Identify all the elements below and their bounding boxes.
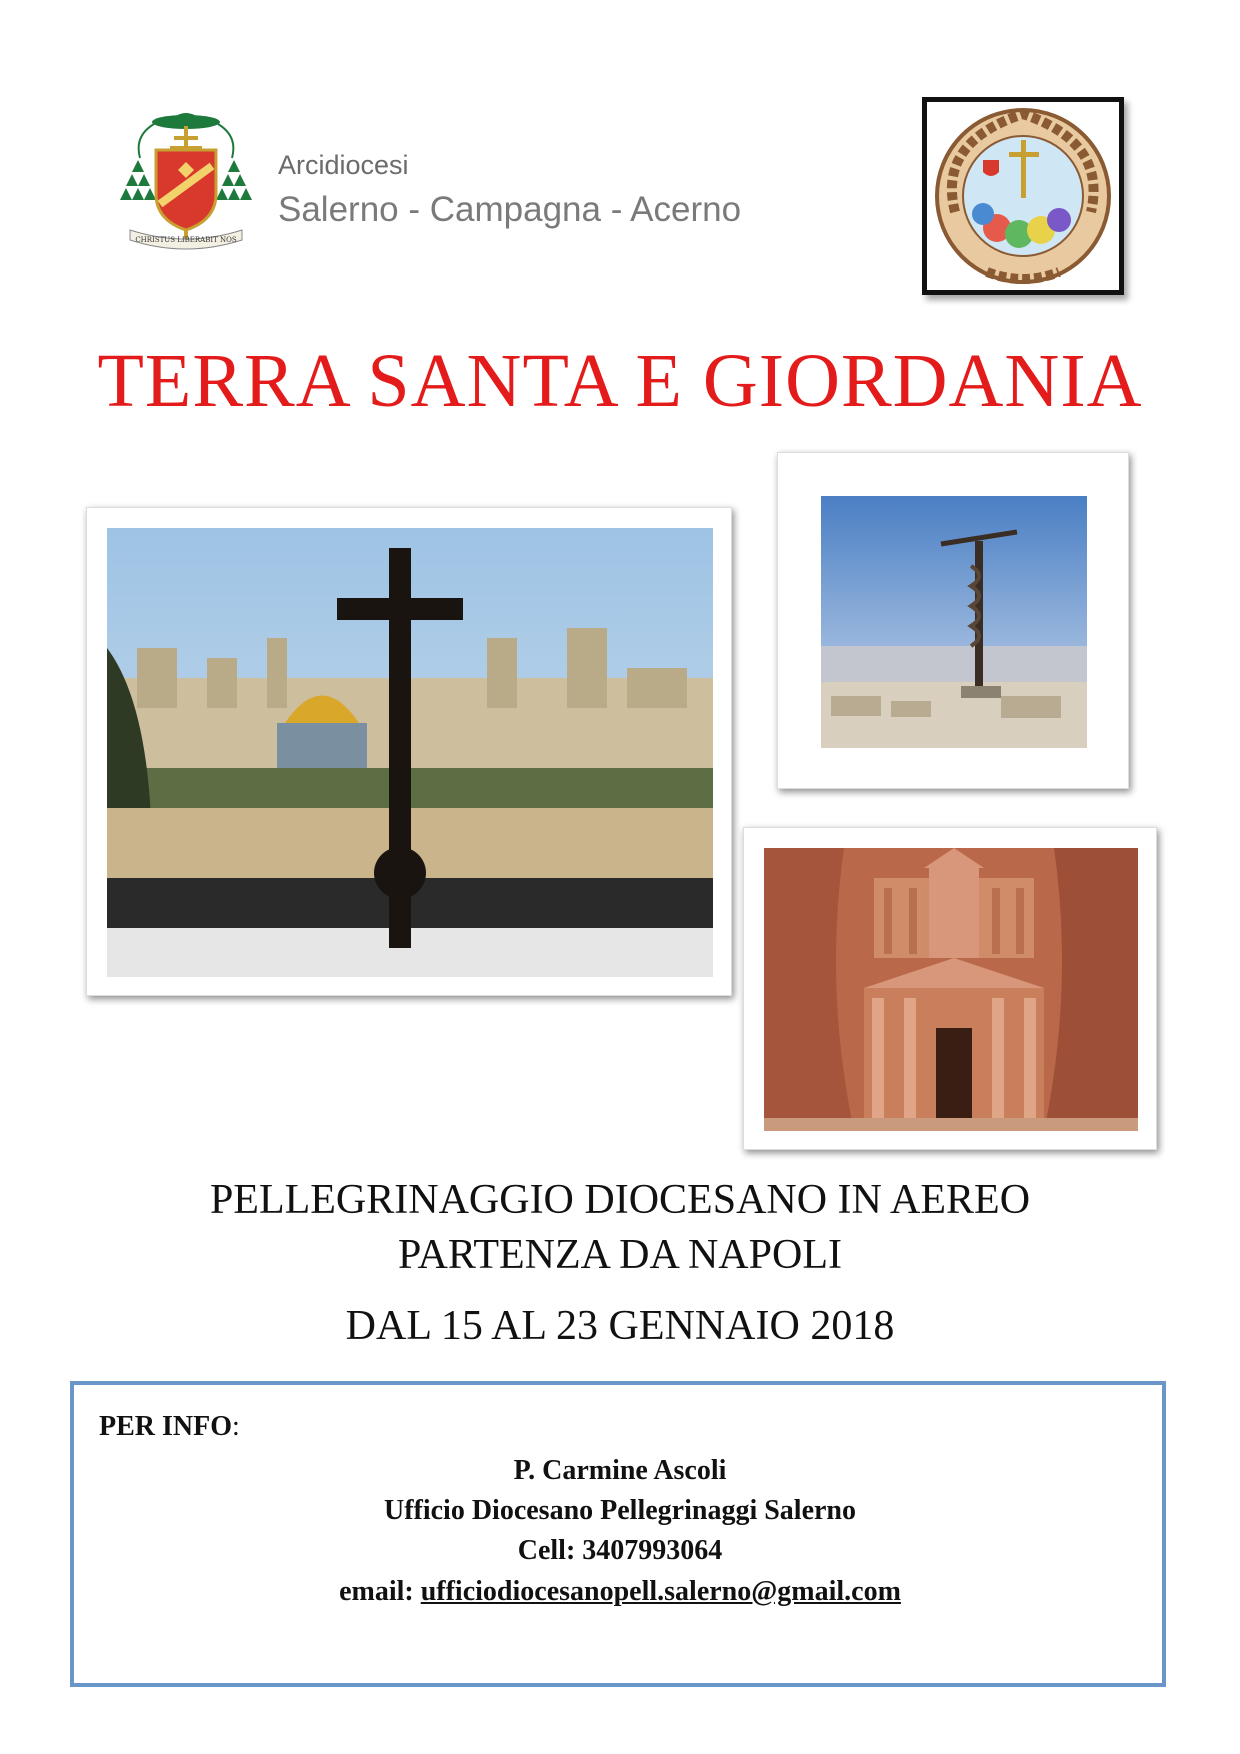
contact-cell: Cell: 3407993064 — [517, 1535, 723, 1566]
photo-mount-nebo — [777, 452, 1129, 789]
info-label-text: PER INFO — [99, 1411, 232, 1442]
event-dates: DAL 15 AL 23 GENNAIO 2018 — [345, 1303, 895, 1349]
event-line-1: PELLEGRINAGGIO DIOCESANO IN AEREO — [209, 1177, 1031, 1223]
contact-email-row — [0, 1576, 1240, 1608]
diocese-name-line-2: Salerno - Campagna - Acerno — [278, 190, 742, 229]
info-label — [99, 1411, 240, 1443]
contact-email-link[interactable]: ufficiodiocesanopell.salerno@gmail.com — [420, 1576, 901, 1607]
diocese-coat-of-arms — [120, 108, 252, 264]
page-title: TERRA SANTA E GIORDANIA — [97, 339, 1143, 423]
photo-petra — [743, 827, 1157, 1150]
info-label-colon: : — [232, 1411, 240, 1442]
contact-email-label: email: — [339, 1576, 421, 1607]
diocese-name-line-1: Arcidiocesi — [278, 150, 409, 180]
pilgrimage-office-seal — [922, 97, 1124, 295]
photo-jerusalem — [86, 507, 732, 996]
contact-office: Ufficio Diocesano Pellegrinaggi Salerno — [383, 1495, 857, 1526]
event-line-2: PARTENZA DA NAPOLI — [398, 1232, 842, 1278]
svg-text:CHRISTUS LIBERABIT NOS: CHRISTUS LIBERABIT NOS — [135, 236, 237, 244]
contact-name: P. Carmine Ascoli — [513, 1455, 727, 1486]
